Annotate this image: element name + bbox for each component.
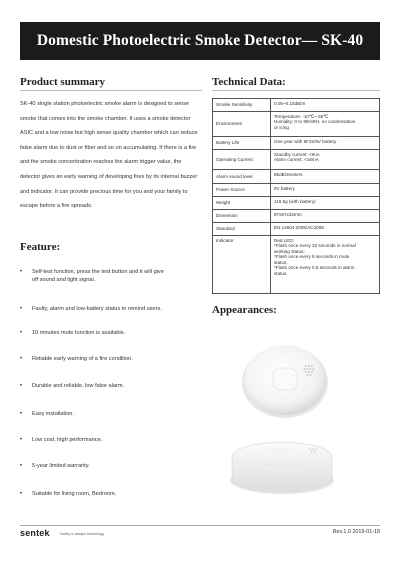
bullet-icon: • [20, 437, 23, 443]
technical-data-heading: Technical Data: [212, 76, 286, 88]
spec-value: Standby current: <8uA Alarm current: <16mA [271, 150, 380, 170]
spec-value: 116.5g (with battery) [271, 197, 380, 210]
list-item: • Self-test function, press the test button and it will give off sound and light signal. [20, 269, 164, 283]
list-item: • Faulty, alarm and low-battery status to remind users. [20, 306, 162, 312]
appearances-heading: Appearances: [212, 304, 277, 316]
list-item: • Reliable early warning of a fire condition. [20, 356, 133, 362]
spec-key: Weight [213, 197, 271, 210]
table-row [213, 150, 380, 170]
spec-value: 0.08~0.15dB/m [271, 99, 380, 112]
spec-key: Alarm sound level [213, 170, 271, 184]
company-logo: sentek [20, 528, 50, 538]
spec-key: Operating Current [213, 150, 271, 170]
summary-paragraph: SK-40 single station photoelectric smoke alarm is designed to sense smoke that comes into the smoke chamber. It uses a smoke detector ASIC and a low noise but high sense quality chamber which can reduce false alarm due to dust or fiber and so on accumulating. If there is a fire and the smoke concentration reaches the alarm trigger value, the detector gives an early warning of developing fires by its internal buzzer and indicator. It can provide precious time for you and your family to escape before a fire spreads. [20, 101, 198, 210]
list-item: • Easy installation. [20, 411, 74, 417]
table-row [213, 223, 380, 236]
company-tagline: Safety is always technology [60, 532, 105, 536]
list-item: • 5-year limited warranty. [20, 463, 90, 469]
table-row [213, 197, 380, 210]
table-row [213, 99, 380, 112]
spec-value: 97x97x32mm [271, 210, 380, 223]
bullet-icon: • [20, 491, 23, 497]
table-row [213, 236, 380, 294]
smoke-detector-top-image [240, 340, 330, 420]
table-row [213, 210, 380, 223]
revision-date: Rev.1.0 2019-01-18 [332, 529, 380, 535]
spec-key: Battery Life [213, 137, 271, 150]
bullet-icon: • [20, 356, 23, 362]
product-summary-text [20, 97, 202, 214]
spec-value: One year with 6F22/9V battery [271, 137, 380, 150]
bullet-icon: • [20, 330, 23, 336]
spec-key: Dimension [213, 210, 271, 223]
spec-value: 9V battery [271, 184, 380, 197]
bullet-icon: • [20, 411, 23, 417]
product-summary-heading: Product summary [20, 76, 106, 88]
technical-data-divider [212, 90, 380, 91]
bullet-icon: • [20, 463, 23, 469]
spec-key: Power Source [213, 184, 271, 197]
document-title-bar [20, 22, 380, 60]
spec-value: Red LED: *Flash once every 32 seconds in normal working status; *Flash once every 8 seconds in mute status; *Flash once every 0.5 seconds in alarm status. [271, 236, 380, 294]
spec-key: Standard [213, 223, 271, 236]
spec-key: Environment [213, 112, 271, 137]
list-item: • 10 minutes mute function is available. [20, 330, 126, 336]
spec-value: 85dB/3meters [271, 170, 380, 184]
table-row [213, 112, 380, 137]
list-item: • Low cost, high performance. [20, 437, 103, 443]
smoke-detector-side-image [226, 436, 338, 498]
bullet-icon: • [20, 383, 23, 389]
technical-data-table [212, 98, 380, 294]
list-item: • Suitable for living room, Bedroom. [20, 491, 117, 497]
document-title: Domestic Photoelectric Smoke Detector— SK-40 [36, 32, 364, 49]
spec-value: Temperature: -10℃~ 55℃ Humidity: 0 to 95%RH, no condensation or icing [271, 112, 380, 137]
table-row [213, 137, 380, 150]
table-row [213, 184, 380, 197]
bullet-icon: • [20, 269, 23, 275]
feature-heading: Feature: [20, 241, 61, 253]
spec-value: EN 14604:2005/AC2008 [271, 223, 380, 236]
product-summary-divider [20, 90, 202, 91]
footer-divider [20, 525, 380, 526]
table-row [213, 170, 380, 184]
spec-key: Smoke Sensitivity [213, 99, 271, 112]
spec-key: Indicator [213, 236, 271, 294]
bullet-icon: • [20, 306, 23, 312]
list-item: • Durable and reliable, low false alarm. [20, 383, 125, 389]
